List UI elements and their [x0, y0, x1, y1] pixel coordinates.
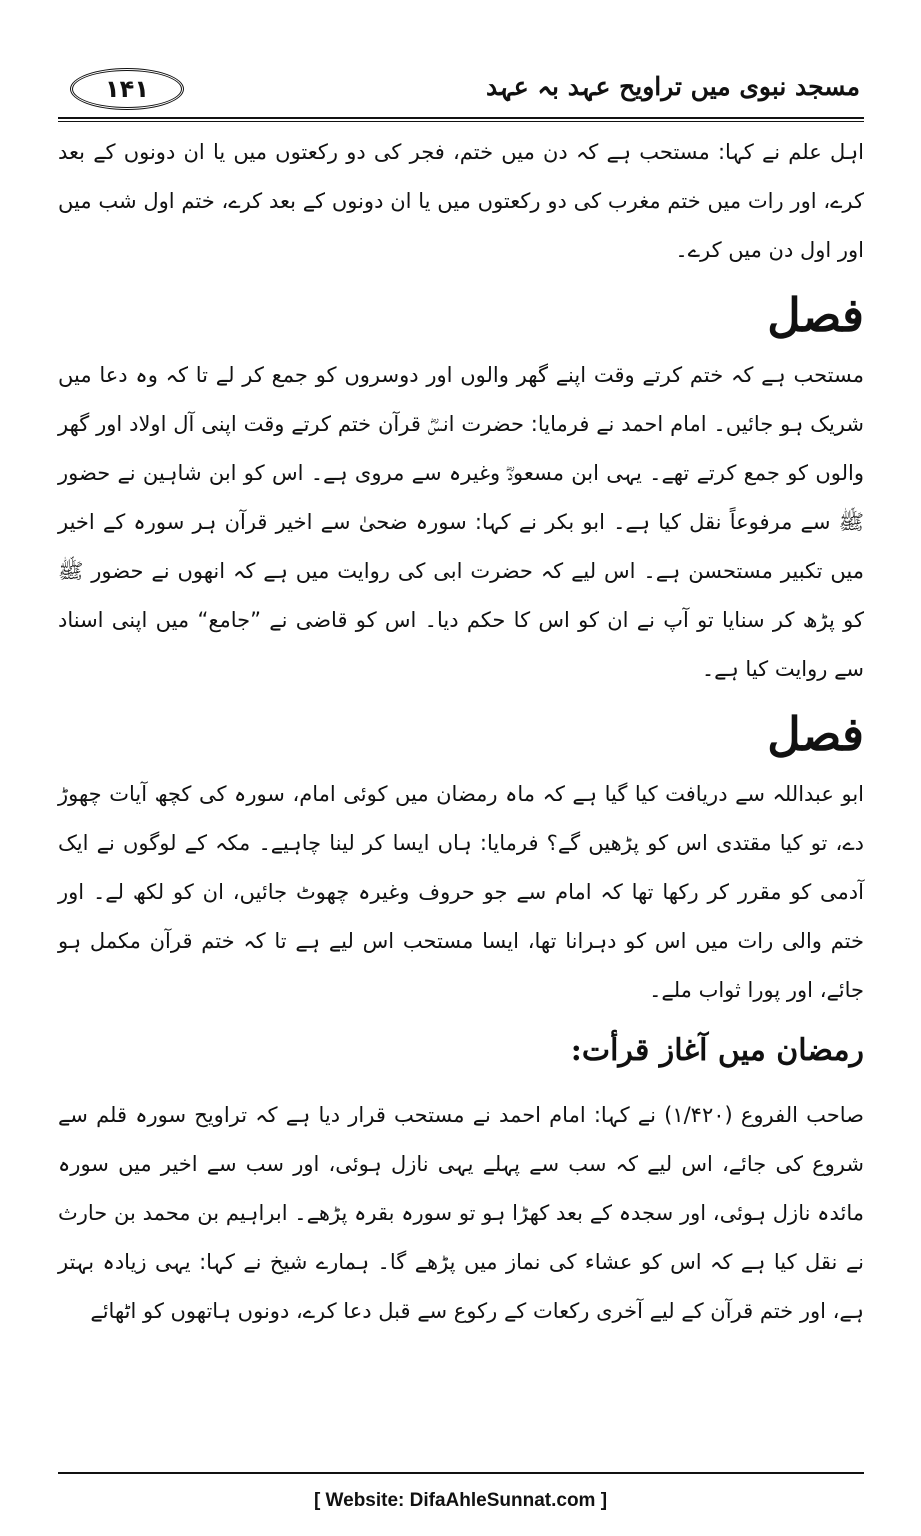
paragraph-1: اہل علم نے کہا: مستحب ہے کہ دن میں ختم، فجر کی دو رکعتوں میں یا ان دونوں کے بعد کرے، اور رات میں ختم مغرب کی دو رکعتوں میں یا ان دونوں کے بعد کرے، ختم اول شب میں اور اول دن میں کرے۔: [58, 140, 864, 262]
fasl-heading-text: فصل: [767, 707, 864, 761]
section-heading-ramadan: رمضان میں آغاز قرأت:: [570, 1033, 864, 1068]
page-number: ١۴١: [70, 68, 184, 110]
paragraph-4: صاحب الفروع (١/۴٢٠) نے کہا: امام احمد نے مستحب قرار دیا ہے کہ تراویح سورہ قلم سے شروع کی جائے، اس لیے کہ سب سے پہلے یہی نازل ہوئی، اور سب سے اخیر میں سورہ مائدہ نازل ہوئی، اور سجدہ کے بعد کھڑا ہو تو سورہ بقرہ پڑھے۔ ابراہیم بن محمد بن حارث نے نقل کیا ہے کہ اس کو عشاء کی نماز میں پڑھے گا۔ ہمارے شیخ نے کہا: یہی زیادہ بہتر ہے، اور ختم قرآن کے لیے آخری رکعات کے رکوع سے قبل دعا کرے، دونوں ہاتھوں کو اٹھائے: [58, 1103, 864, 1323]
website-footer: [ Website: DifaAhleSunnat.com ]: [313, 1490, 608, 1511]
header-rule: [58, 117, 864, 122]
paragraph-3: ابو عبداللہ سے دریافت کیا گیا ہے کہ ماہ رمضان میں کوئی امام، سورہ کی کچھ آیات چھوڑ دے، تو کیا مقتدی اس کو پڑھیں گے؟ فرمایا: ہاں ایسا کر لینا چاہیے۔ مکہ کے لوگوں نے ایک آدمی کو مقرر کر رکھا تھا کہ امام سے جو حروف وغیرہ چھوٹ جائیں، ان کو لکھ لے۔ اور ختم والی رات میں اس کو دہرانا تھا، ایسا مستحب اس لیے ہے تا کہ ختم قرآن مکمل ہو جائے، اور پورا ثواب ملے۔: [58, 782, 864, 1002]
page-header: [60, 68, 860, 112]
running-title: مسجد نبوی میں تراویح عہد بہ عہد: [486, 72, 860, 101]
page-body: [58, 128, 864, 1336]
section-heading-fasl-2: [58, 698, 864, 770]
paragraph-2: مستحب ہے کہ ختم کرتے وقت اپنے گھر والوں اور دوسروں کو جمع کر لے تا کہ وہ دعا میں شریک ہو جائیں۔ امام احمد نے فرمایا: حضرت انسؓ قرآن ختم کرتے وقت اپنی آل اولاد اور گھر والوں کو جمع کرتے تھے۔ یہی ابن مسعودؓ وغیرہ سے مروی ہے۔ اس کو ابن شاہین نے حضور ﷺ سے مرفوعاً نقل کیا ہے۔ ابو بکر نے کہا: سورہ ضحیٰ سے اخیر قرآن ہر سورہ کے اخیر میں تکبیر مستحسن ہے۔ اس لیے کہ حضرت ابی کی روایت میں ہے کہ انھوں نے حضور ﷺ کو پڑھ کر سنایا تو آپ نے ان کو اس کا حکم دیا۔ اس کو قاضی نے ”جامع“ میں اپنی اسناد سے روایت کیا ہے۔: [58, 363, 864, 681]
fasl-heading-text: فصل: [767, 288, 864, 342]
footer-rule: [58, 1472, 864, 1474]
section-heading-fasl-1: [58, 279, 864, 351]
